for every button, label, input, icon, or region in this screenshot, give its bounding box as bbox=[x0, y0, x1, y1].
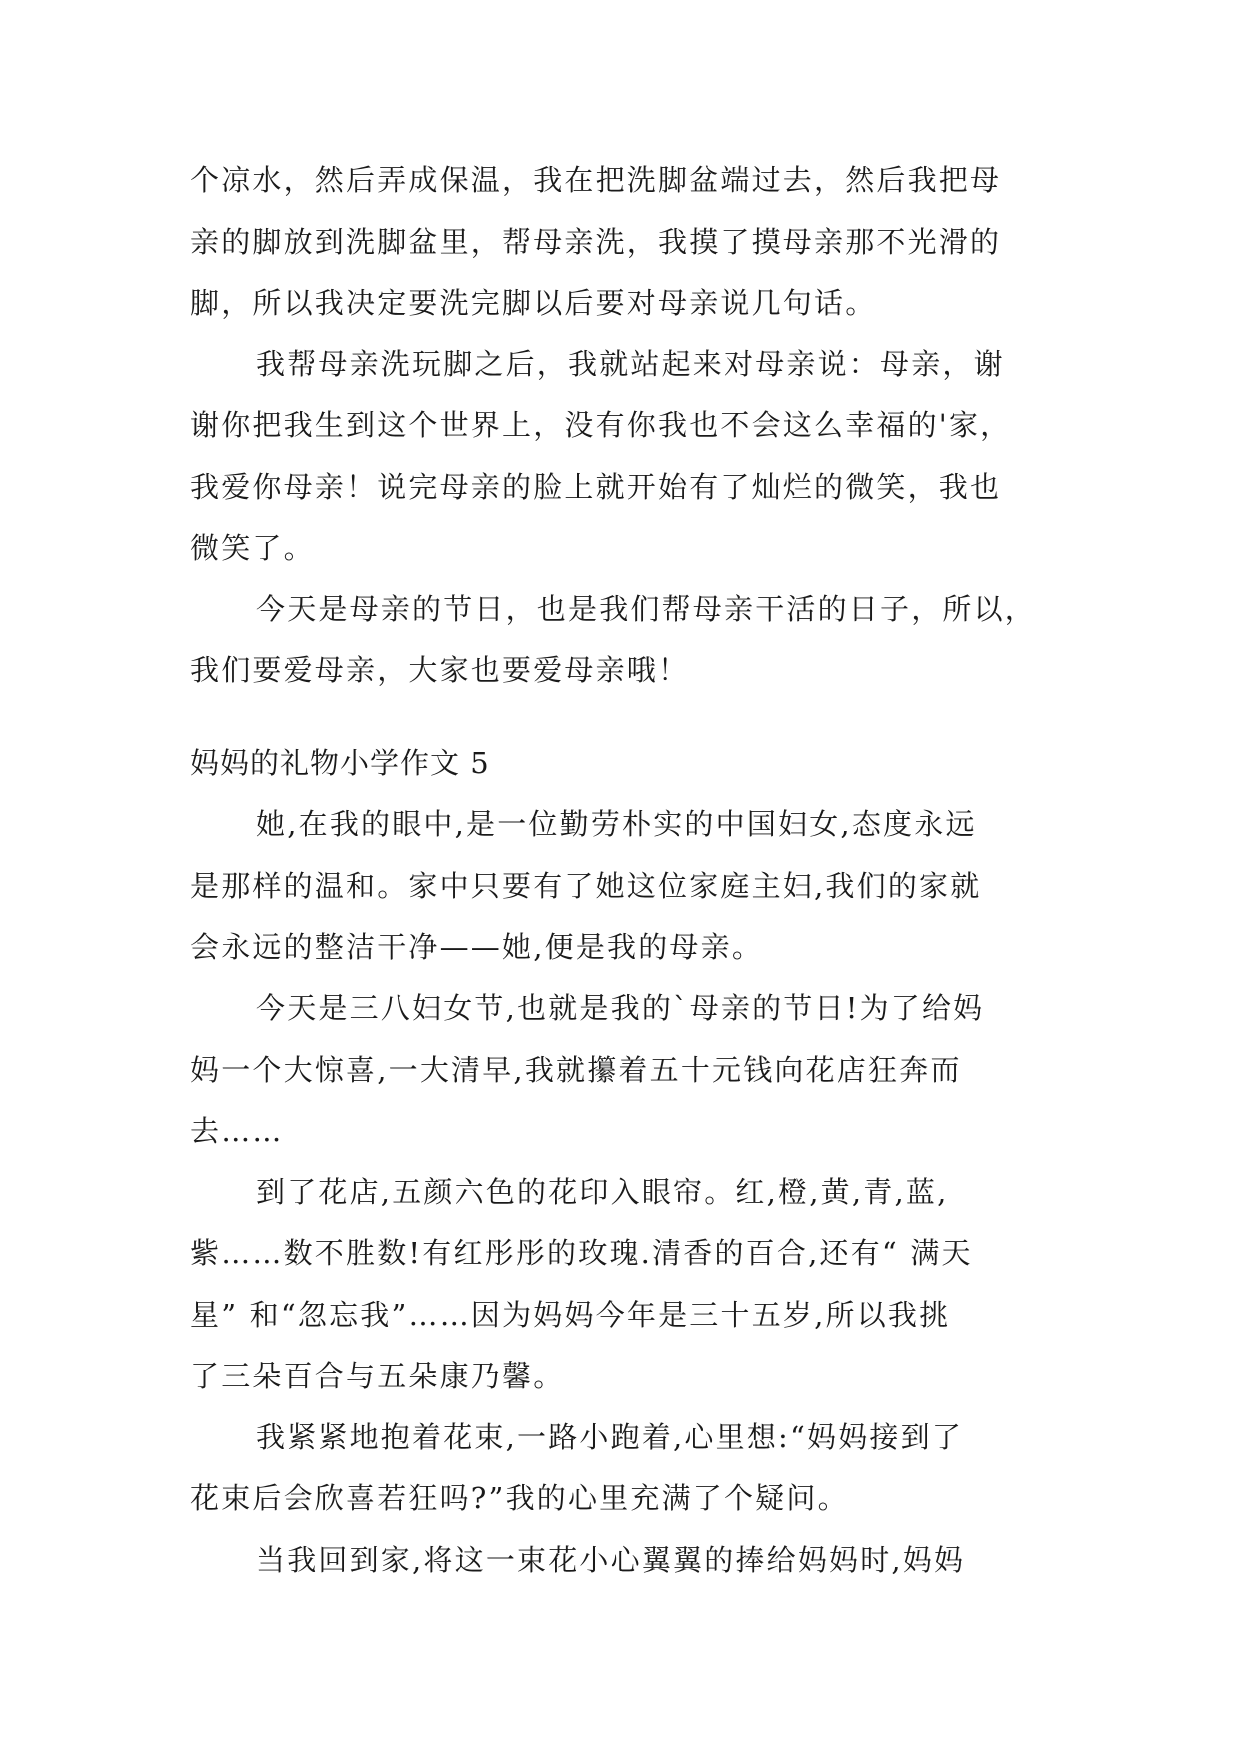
text-line: 脚，所以我决定要洗完脚以后要对母亲说几句话。 bbox=[190, 286, 877, 320]
text-line: 今天是三八妇女节,也就是我的`母亲的节日!为了给妈 bbox=[256, 991, 985, 1025]
text-line: 花束后会欣喜若狂吗?”我的心里充满了个疑问。 bbox=[190, 1481, 849, 1515]
text-line: 谢你把我生到这个世界上，没有你我也不会这么幸福的'家， bbox=[190, 408, 1012, 442]
text-line: 到了花店,五颜六色的花印入眼帘。红,橙,黄,青,蓝, bbox=[256, 1175, 949, 1209]
text-line: 当我回到家,将这一束花小心翼翼的捧给妈妈时,妈妈 bbox=[256, 1543, 966, 1577]
text-line: 我帮母亲洗玩脚之后，我就站起来对母亲说：母亲，谢 bbox=[256, 347, 1005, 381]
text-line: 了三朵百合与五朵康乃馨。 bbox=[190, 1359, 565, 1393]
text-line: 会永远的整洁干净——她,便是我的母亲。 bbox=[190, 930, 764, 964]
text-line: 是那样的温和。家中只要有了她这位家庭主妇,我们的家就 bbox=[190, 869, 982, 903]
text-line: 我紧紧地抱着花束,一路小跑着,心里想:“妈妈接到了 bbox=[256, 1420, 964, 1454]
text-line: 亲的脚放到洗脚盆里，帮母亲洗，我摸了摸母亲那不光滑的 bbox=[190, 225, 1002, 259]
text-line: 微笑了。 bbox=[190, 531, 315, 565]
text-line: 她,在我的眼中,是一位勤劳朴实的中国妇女,态度永远 bbox=[256, 807, 977, 841]
text-line: 今天是母亲的节日，也是我们帮母亲干活的日子，所以， bbox=[256, 592, 1037, 626]
text-line: 去…… bbox=[190, 1114, 284, 1148]
text-line: 我爱你母亲！说完母亲的脸上就开始有了灿烂的微笑，我也 bbox=[190, 470, 1002, 504]
section-heading: 妈妈的礼物小学作文 5 bbox=[190, 746, 490, 780]
text-line: 星” 和“忽忘我”……因为妈妈今年是三十五岁,所以我挑 bbox=[190, 1298, 951, 1332]
text-line: 我们要爱母亲，大家也要爱母亲哦！ bbox=[190, 653, 690, 687]
text-line: 紫……数不胜数!有红彤彤的玫瑰.清香的百合,还有“ 满天 bbox=[190, 1236, 973, 1270]
text-line: 妈一个大惊喜,一大清早,我就攥着五十元钱向花店狂奔而 bbox=[190, 1053, 962, 1087]
text-line: 个凉水，然后弄成保温，我在把洗脚盆端过去，然后我把母 bbox=[190, 163, 1002, 197]
